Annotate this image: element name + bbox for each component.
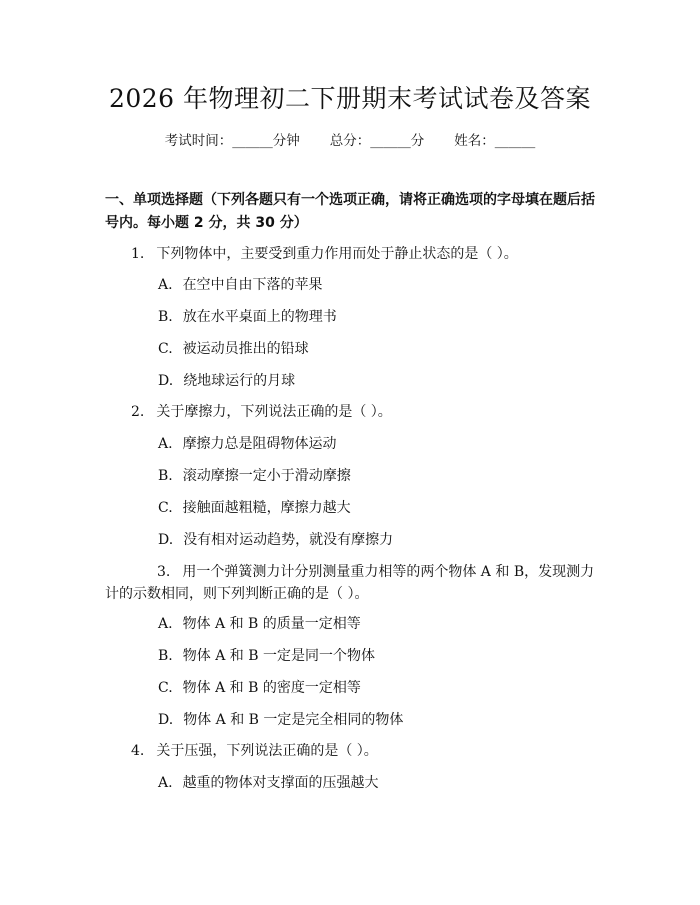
option-text: 摩擦力总是阻碍物体运动 bbox=[182, 436, 337, 452]
option-letter: D. bbox=[158, 373, 174, 389]
option-text: 被运动员推出的铅球 bbox=[182, 341, 309, 357]
question-text: 用一个弹簧测力计分别测量重力相等的两个物体 A 和 B，发现测力计的示数相同，则下列判断正确的是（ ）。 bbox=[105, 564, 595, 602]
option-letter: D. bbox=[158, 712, 174, 728]
question-number: 2. bbox=[131, 404, 145, 420]
question-3 bbox=[105, 561, 597, 605]
option-text: 滚动摩擦一定小于滑动摩擦 bbox=[182, 468, 351, 484]
exam-info-line bbox=[0, 131, 700, 151]
exam-time-field: 考试时间：______分钟 bbox=[164, 133, 300, 149]
question-text: 关于压强，下列说法正确的是（ ）。 bbox=[156, 743, 378, 759]
option-3d bbox=[158, 709, 403, 731]
question-number: 3. bbox=[157, 564, 171, 580]
option-letter: C. bbox=[158, 500, 173, 516]
option-text: 在空中自由下落的苹果 bbox=[182, 277, 323, 293]
option-1b bbox=[158, 306, 337, 328]
option-1c bbox=[158, 338, 309, 360]
option-letter: A. bbox=[158, 277, 173, 293]
question-2 bbox=[105, 401, 597, 423]
option-2b bbox=[158, 465, 351, 487]
page-title: 2026 年物理初二下册期末考试试卷及答案 bbox=[108, 84, 592, 113]
option-text: 接触面越粗糙，摩擦力越大 bbox=[182, 500, 351, 516]
option-letter: B. bbox=[158, 468, 173, 484]
option-4a bbox=[158, 772, 379, 794]
option-2d bbox=[158, 529, 393, 551]
option-text: 物体 A 和 B 一定是完全相同的物体 bbox=[183, 712, 404, 728]
option-text: 物体 A 和 B 的质量一定相等 bbox=[182, 616, 361, 632]
student-name-field: 姓名：______ bbox=[454, 133, 536, 149]
option-2a bbox=[158, 433, 337, 455]
option-2c bbox=[158, 497, 351, 519]
option-3a bbox=[158, 613, 361, 635]
option-1a bbox=[158, 274, 323, 296]
option-3c bbox=[158, 677, 361, 699]
option-letter: C. bbox=[158, 680, 173, 696]
question-number: 1. bbox=[131, 246, 145, 262]
option-3b bbox=[158, 645, 375, 667]
option-text: 越重的物体对支撑面的压强越大 bbox=[182, 775, 379, 791]
question-4 bbox=[105, 740, 597, 762]
total-score-field: 总分：______分 bbox=[329, 133, 425, 149]
question-1 bbox=[105, 243, 597, 265]
option-letter: A. bbox=[158, 616, 173, 632]
option-text: 物体 A 和 B 一定是同一个物体 bbox=[182, 648, 375, 664]
option-text: 放在水平桌面上的物理书 bbox=[182, 309, 337, 325]
option-text: 绕地球运行的月球 bbox=[183, 373, 296, 389]
option-letter: D. bbox=[158, 532, 174, 548]
option-letter: B. bbox=[158, 648, 173, 664]
option-letter: A. bbox=[158, 775, 173, 791]
option-text: 没有相对运动趋势，就没有摩擦力 bbox=[183, 532, 394, 548]
question-number: 4. bbox=[131, 743, 145, 759]
option-letter: C. bbox=[158, 341, 173, 357]
option-letter: A. bbox=[158, 436, 173, 452]
option-text: 物体 A 和 B 的密度一定相等 bbox=[182, 680, 361, 696]
option-1d bbox=[158, 370, 295, 392]
option-letter: B. bbox=[158, 309, 173, 325]
section-heading: 一、单项选择题（下列各题只有一个选项正确，请将正确选项的字母填在题后括号内。每小题 2 分，共 30 分） bbox=[105, 192, 595, 231]
question-text: 下列物体中，主要受到重力作用而处于静止状态的是（ ）。 bbox=[156, 246, 518, 262]
question-text: 关于摩擦力，下列说法正确的是（ ）。 bbox=[156, 404, 392, 420]
